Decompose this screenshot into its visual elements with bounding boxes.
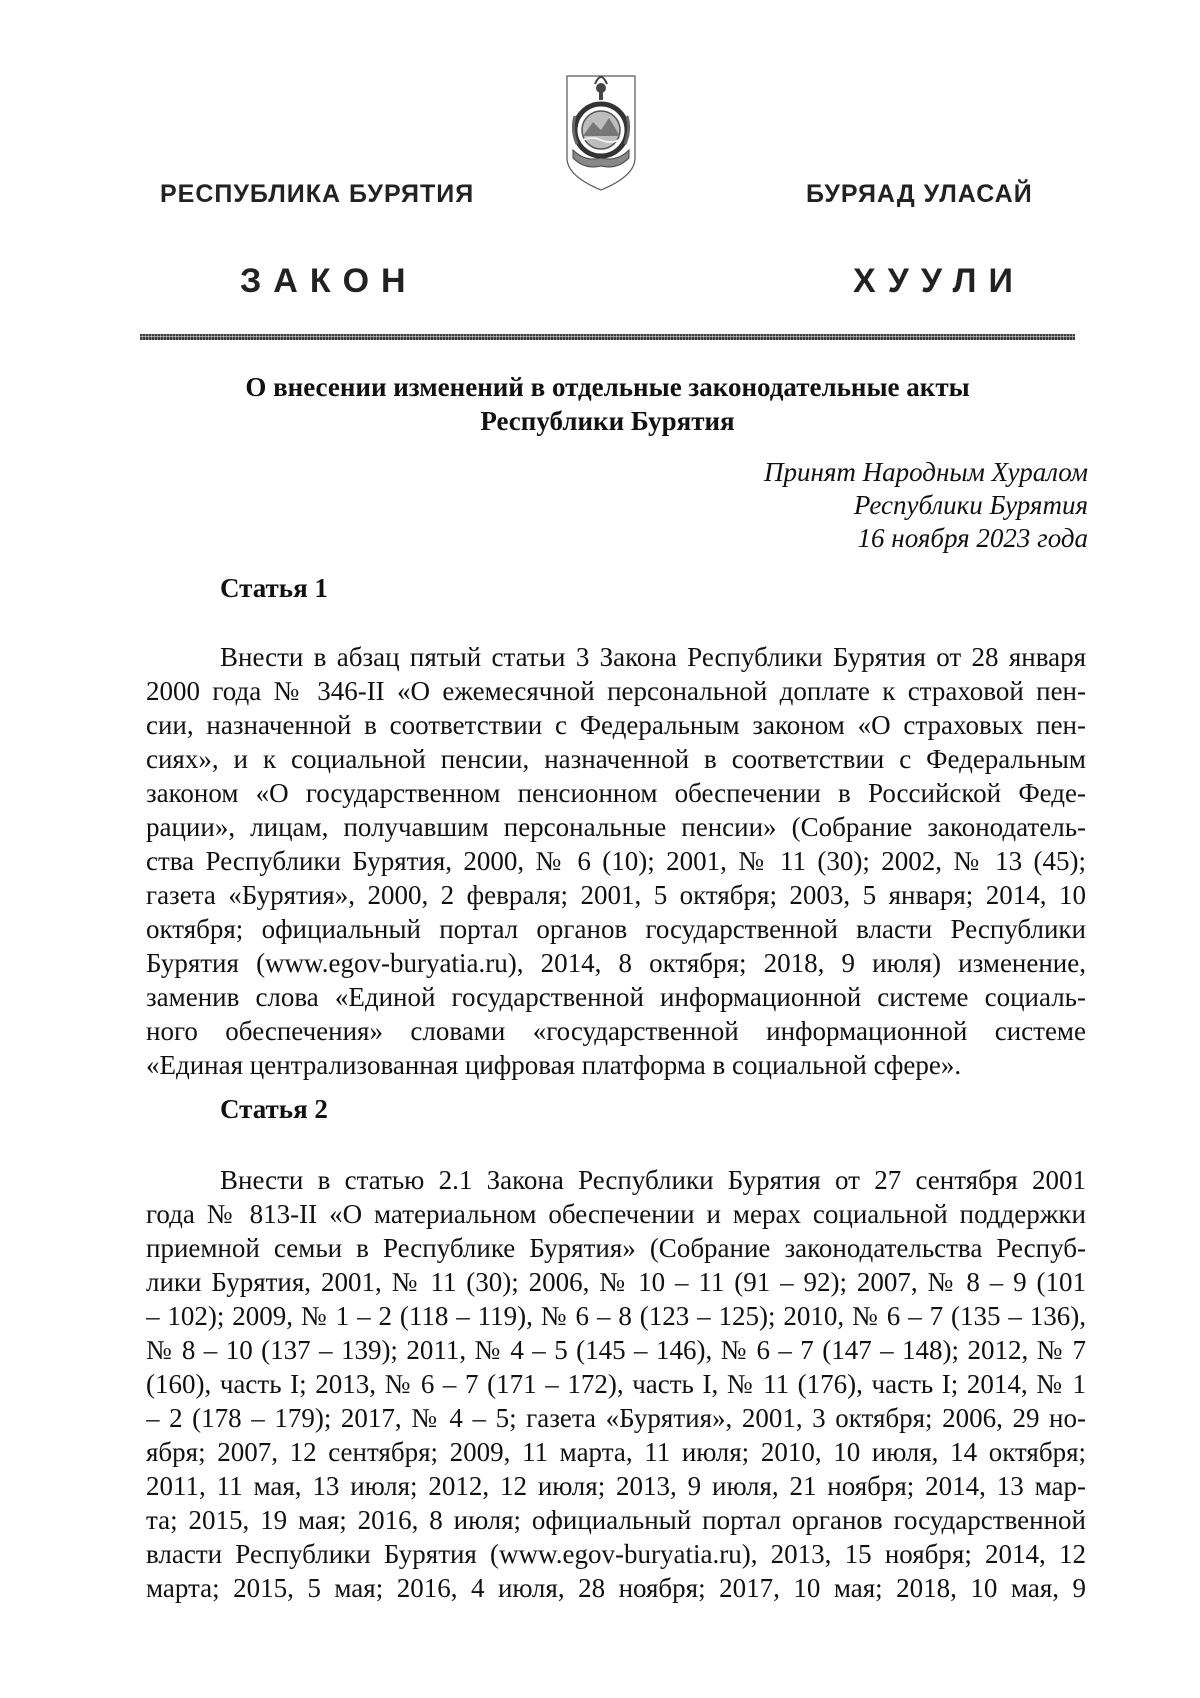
text-line: газета «Бурятия», 2000, 2 февраля; 2001, 5 октября; 2003, 5 января; 2014, 10 — [146, 880, 1086, 910]
adoption-date: 16 ноября 2023 года — [857, 523, 1088, 553]
law-title-line: О внесении изменений в отдельные законодательные акты — [245, 372, 970, 402]
text-line: – 102); 2009, № 1 – 2 (118 – 119), № 6 – 8 (123 – 125); 2010, № 6 – 7 (135 – 136), — [146, 1301, 1086, 1331]
text-line: Внести в статью 2.1 Закона Республики Бурятия от 27 сентября 2001 — [220, 1165, 1086, 1195]
text-line: Внести в абзац пятый статьи 3 Закона Республики Бурятия от 28 января — [220, 642, 1086, 672]
country-name-buryat: БУРЯАД УЛАСАЙ — [806, 180, 1033, 208]
text-line: Бурятия (www.egov-buryatia.ru), 2014, 8 октября; 2018, 9 июля) изменение, — [146, 948, 1086, 978]
text-line: (160), часть I; 2013, № 6 – 7 (171 – 172), часть I, № 11 (176), часть I; 2014, № 1 — [146, 1369, 1086, 1399]
coat-of-arms-icon — [565, 58, 637, 192]
law-title — [140, 370, 1075, 438]
text-line: сии, назначенной в соответствии с Федеральным законом «О страховых пен- — [146, 710, 1086, 740]
article-1-text — [146, 640, 1086, 1082]
text-line: рации», лицам, получавшим персональные пенсии» (Собрание законодатель- — [146, 812, 1086, 842]
text-line: законом «О государственном пенсионном обеспечении в Российской Феде- — [146, 778, 1086, 808]
article-2-text — [146, 1163, 1086, 1605]
text-line: лики Бурятия, 2001, № 11 (30); 2006, № 10 – 11 (91 – 92); 2007, № 8 – 9 (101 — [146, 1267, 1086, 1297]
adoption-note — [764, 456, 1088, 555]
text-line: года № 813-II «О материальном обеспечении и мерах социальной поддержки — [146, 1199, 1086, 1229]
text-line: 2011, 11 мая, 13 июля; 2012, 12 июля; 2013, 9 июля, 21 ноября; 2014, 13 мар- — [146, 1471, 1086, 1501]
text-line: марта; 2015, 5 мая; 2016, 4 июля, 28 ноября; 2017, 10 мая; 2018, 10 мая, 9 — [146, 1573, 1086, 1603]
text-line: сиях», и к социальной пенсии, назначенной в соответствии с Федеральным — [146, 744, 1086, 774]
text-line: власти Республики Бурятия (www.egov-buryatia.ru), 2013, 15 ноября; 2014, 12 — [146, 1539, 1086, 1569]
text-line: ября; 2007, 12 сентября; 2009, 11 марта, 11 июля; 2010, 10 июля, 14 октября; — [146, 1437, 1086, 1467]
text-line: 2000 года № 346-II «О ежемесячной персональной доплате к страховой пен- — [146, 676, 1086, 706]
law-heading-russian: ЗАКОН — [240, 262, 418, 300]
header-divider — [140, 334, 1075, 340]
article-1-heading: Статья 1 — [220, 573, 328, 603]
text-line: заменив слова «Единой государственной информационной системе социаль- — [146, 982, 1086, 1012]
text-line: та; 2015, 19 мая; 2016, 8 июля; официальный портал органов государственной — [146, 1505, 1086, 1535]
adoption-line: Принят Народным Хуралом — [763, 457, 1088, 487]
law-heading-buryat: ХУУЛИ — [853, 262, 1025, 300]
text-line: ного обеспечения» словами «государственной информационной системе — [146, 1016, 1086, 1046]
text-line: октября; официальный портал органов государственной власти Республики — [146, 914, 1086, 944]
text-line: – 2 (178 – 179); 2017, № 4 – 5; газета «Бурятия», 2001, 3 октября; 2006, 29 но- — [146, 1403, 1086, 1433]
text-line: «Единая централизованная цифровая платформа в социальной сфере». — [146, 1050, 962, 1080]
text-line: № 8 – 10 (137 – 139); 2011, № 4 – 5 (145 – 146), № 6 – 7 (147 – 148); 2012, № 7 — [146, 1335, 1086, 1365]
country-name-russian: РЕСПУБЛИКА БУРЯТИЯ — [160, 180, 475, 208]
text-line: приемной семьи в Республике Бурятия» (Собрание законодательства Респуб- — [146, 1233, 1086, 1263]
law-title-line: Республики Бурятия — [480, 406, 735, 436]
article-2-heading: Статья 2 — [220, 1094, 328, 1124]
adoption-line: Республики Бурятия — [853, 490, 1088, 520]
text-line: ства Республики Бурятия, 2000, № 6 (10); 2001, № 11 (30); 2002, № 13 (45); — [146, 846, 1086, 876]
